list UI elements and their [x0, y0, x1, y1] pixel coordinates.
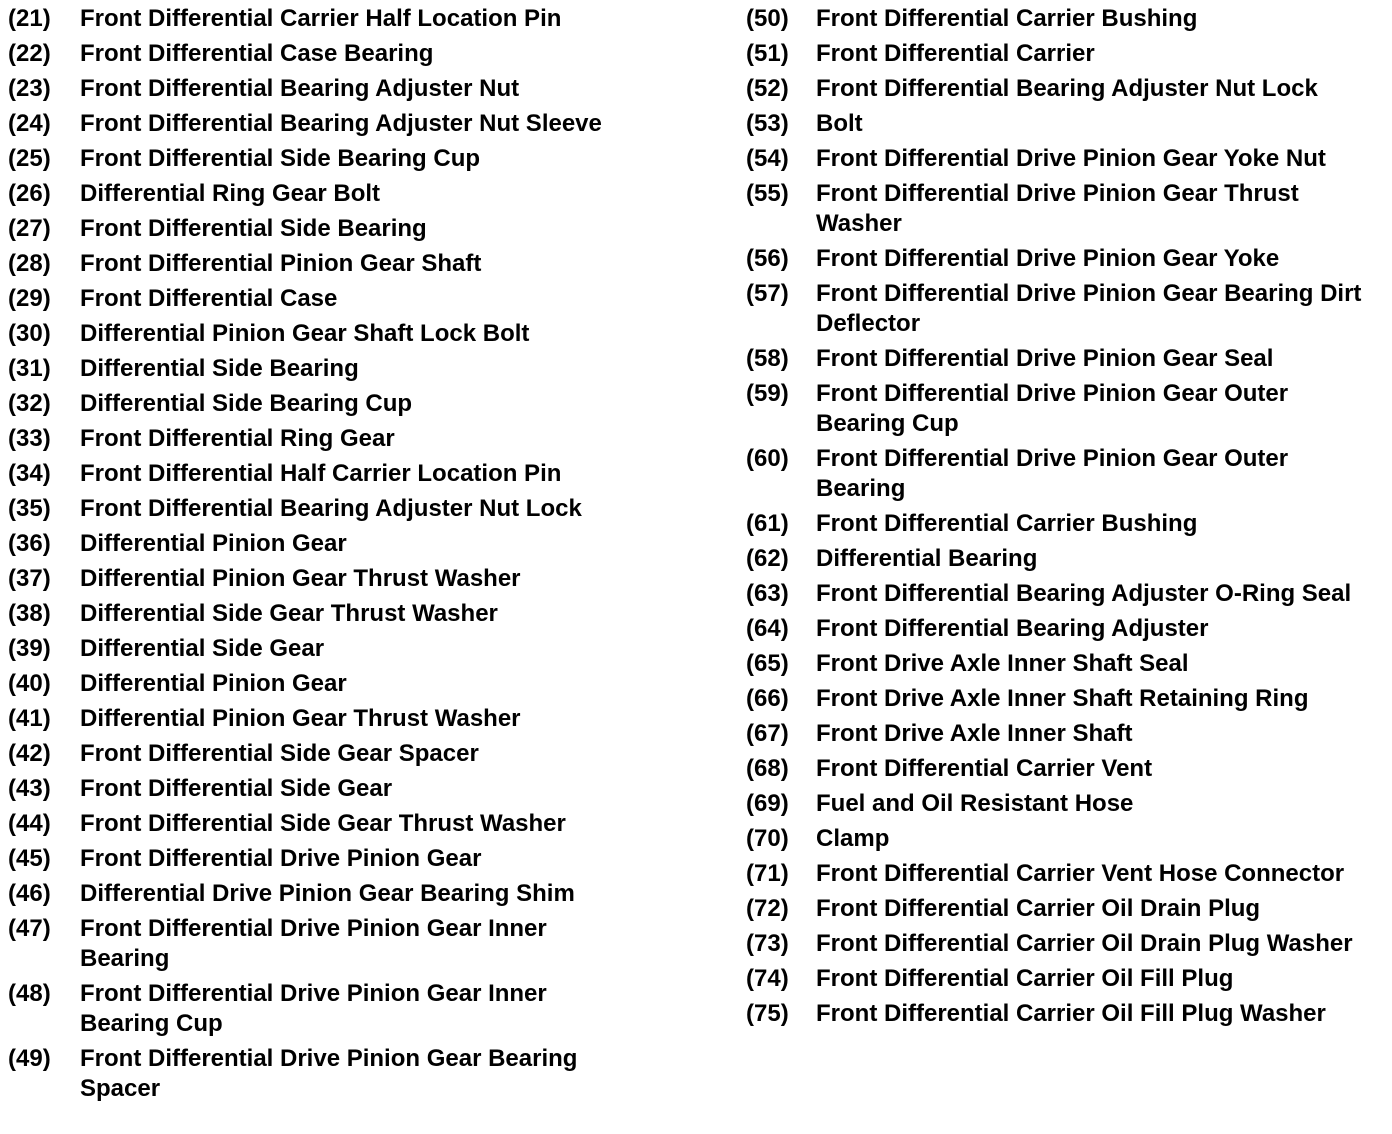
item-number: (66): [746, 685, 789, 712]
parts-list-item: [8, 914, 668, 974]
item-description: Front Differential Drive Pinion Gear Yoke: [816, 245, 1280, 272]
item-number: (26): [8, 180, 51, 207]
item-number: (31): [8, 355, 51, 382]
item-description: Front Differential Bearing Adjuster Nut Sleeve: [80, 110, 602, 137]
parts-list-item: [746, 109, 1386, 139]
item-description: Differential Pinion Gear Thrust Washer: [80, 565, 521, 592]
item-number: (60): [746, 445, 789, 472]
parts-list-item: [746, 74, 1386, 104]
item-description: Front Differential Carrier Oil Drain Plug Washer: [816, 930, 1353, 957]
parts-list-item: [746, 344, 1386, 374]
parts-list-item: [8, 704, 668, 734]
item-description: Front Differential Drive Pinion Gear Seal: [816, 345, 1274, 372]
parts-list-item: [8, 599, 668, 629]
item-description: Front Differential Half Carrier Location Pin: [80, 460, 562, 487]
parts-list-item: [746, 509, 1386, 539]
item-number: (49): [8, 1045, 51, 1072]
item-description: Front Drive Axle Inner Shaft Seal: [816, 650, 1189, 677]
item-number: (50): [746, 5, 789, 32]
item-number: (38): [8, 600, 51, 627]
parts-list-item: [8, 494, 668, 524]
item-number: (55): [746, 180, 789, 207]
parts-list-item: [8, 284, 668, 314]
item-description: Front Drive Axle Inner Shaft: [816, 720, 1133, 747]
item-description: Front Differential Drive Pinion Gear Bearing Dirt Deflector: [816, 280, 1362, 337]
item-number: (70): [746, 825, 789, 852]
item-number: (25): [8, 145, 51, 172]
item-description: Front Differential Carrier Half Location Pin: [80, 5, 562, 32]
item-description: Front Drive Axle Inner Shaft Retaining Ring: [816, 685, 1309, 712]
item-number: (33): [8, 425, 51, 452]
parts-list-item: [8, 39, 668, 69]
item-number: (30): [8, 320, 51, 347]
parts-list-item: [8, 389, 668, 419]
item-description: Front Differential Bearing Adjuster O-Ring Seal: [816, 580, 1352, 607]
parts-list-item: [746, 964, 1386, 994]
parts-list-item: [8, 1044, 668, 1104]
parts-list-item: [8, 144, 668, 174]
parts-list-item: [8, 739, 668, 769]
parts-list-item: [8, 564, 668, 594]
item-number: (21): [8, 5, 51, 32]
parts-list-item: [746, 894, 1386, 924]
parts-list-item: [746, 754, 1386, 784]
parts-list-item: [8, 4, 668, 34]
item-number: (51): [746, 40, 789, 67]
item-number: (28): [8, 250, 51, 277]
parts-list-item: [746, 444, 1386, 504]
item-number: (65): [746, 650, 789, 677]
item-number: (52): [746, 75, 789, 102]
item-number: (59): [746, 380, 789, 407]
parts-list-item: [8, 179, 668, 209]
parts-list-item: [746, 4, 1386, 34]
parts-list-item: [746, 824, 1386, 854]
item-description: Differential Side Gear: [80, 635, 325, 662]
item-description: Front Differential Side Gear: [80, 775, 393, 802]
parts-list-item: [746, 279, 1386, 339]
parts-list-item: [8, 529, 668, 559]
item-description: Differential Ring Gear Bolt: [80, 180, 381, 207]
item-description: Front Differential Carrier Oil Drain Plug: [816, 895, 1261, 922]
item-description: Front Differential Carrier Oil Fill Plug Washer: [816, 1000, 1326, 1027]
item-number: (39): [8, 635, 51, 662]
parts-list-item: [8, 214, 668, 244]
item-number: (75): [746, 1000, 789, 1027]
item-description: Front Differential Carrier Bushing: [816, 510, 1198, 537]
item-description: Front Differential Bearing Adjuster Nut Lock: [80, 495, 582, 522]
item-number: (61): [746, 510, 789, 537]
item-number: (36): [8, 530, 51, 557]
item-description: Front Differential Carrier: [816, 40, 1095, 67]
parts-list-item: [8, 109, 668, 139]
item-number: (27): [8, 215, 51, 242]
parts-list-item: [8, 669, 668, 699]
item-description: Differential Pinion Gear: [80, 530, 347, 557]
item-description: Clamp: [816, 825, 890, 852]
item-description: Front Differential Carrier Vent Hose Connector: [816, 860, 1345, 887]
item-number: (67): [746, 720, 789, 747]
parts-list-item: [8, 74, 668, 104]
item-number: (57): [746, 280, 789, 307]
item-number: (22): [8, 40, 51, 67]
item-number: (24): [8, 110, 51, 137]
item-description: Front Differential Ring Gear: [80, 425, 395, 452]
item-description: Differential Drive Pinion Gear Bearing Shim: [80, 880, 575, 907]
item-description: Differential Pinion Gear Shaft Lock Bolt: [80, 320, 530, 347]
item-number: (23): [8, 75, 51, 102]
item-description: Front Differential Drive Pinion Gear Outer Bearing: [816, 445, 1289, 502]
item-description: Front Differential Bearing Adjuster Nut: [80, 75, 520, 102]
parts-list-item: [8, 879, 668, 909]
item-description: Front Differential Pinion Gear Shaft: [80, 250, 482, 277]
item-number: (71): [746, 860, 789, 887]
item-number: (73): [746, 930, 789, 957]
item-description: Front Differential Carrier Oil Fill Plug: [816, 965, 1234, 992]
item-description: Differential Bearing: [816, 545, 1038, 572]
item-number: (37): [8, 565, 51, 592]
item-number: (48): [8, 980, 51, 1007]
item-description: Front Differential Bearing Adjuster: [816, 615, 1209, 642]
parts-list-item: [746, 39, 1386, 69]
parts-list-item: [8, 844, 668, 874]
item-number: (63): [746, 580, 789, 607]
item-number: (44): [8, 810, 51, 837]
item-number: (68): [746, 755, 789, 782]
item-number: (40): [8, 670, 51, 697]
parts-list-item: [8, 319, 668, 349]
item-number: (62): [746, 545, 789, 572]
item-description: Front Differential Drive Pinion Gear Thrust Washer: [816, 180, 1299, 237]
item-number: (35): [8, 495, 51, 522]
item-number: (58): [746, 345, 789, 372]
parts-list-item: [746, 544, 1386, 574]
item-description: Front Differential Carrier Vent: [816, 755, 1153, 782]
item-description: Front Differential Case Bearing: [80, 40, 434, 67]
parts-list-item: [8, 424, 668, 454]
parts-list-item: [746, 379, 1386, 439]
parts-list-item: [746, 719, 1386, 749]
item-description: Front Differential Side Gear Spacer: [80, 740, 479, 767]
parts-list-item: [8, 249, 668, 279]
item-description: Front Differential Side Bearing Cup: [80, 145, 481, 172]
item-number: (74): [746, 965, 789, 992]
parts-list-item: [8, 459, 668, 489]
item-description: Front Differential Drive Pinion Gear Inner Bearing Cup: [80, 980, 547, 1037]
item-description: Differential Pinion Gear Thrust Washer: [80, 705, 521, 732]
item-number: (45): [8, 845, 51, 872]
item-description: Differential Side Bearing Cup: [80, 390, 413, 417]
item-description: Front Differential Drive Pinion Gear: [80, 845, 482, 872]
item-description: Front Differential Carrier Bushing: [816, 5, 1198, 32]
item-number: (72): [746, 895, 789, 922]
item-number: (53): [746, 110, 789, 137]
parts-list-item: [746, 859, 1386, 889]
item-number: (32): [8, 390, 51, 417]
item-description: Fuel and Oil Resistant Hose: [816, 790, 1134, 817]
parts-list-left: [8, 4, 668, 1109]
item-number: (41): [8, 705, 51, 732]
parts-list-item: [8, 979, 668, 1039]
item-number: (34): [8, 460, 51, 487]
item-description: Differential Pinion Gear: [80, 670, 347, 697]
parts-list-item: [8, 774, 668, 804]
item-number: (29): [8, 285, 51, 312]
item-number: (56): [746, 245, 789, 272]
item-number: (54): [746, 145, 789, 172]
parts-list-item: [746, 929, 1386, 959]
parts-list-item: [746, 649, 1386, 679]
parts-list-item: [746, 684, 1386, 714]
item-number: (69): [746, 790, 789, 817]
parts-list-item: [746, 999, 1386, 1029]
item-description: Front Differential Side Gear Thrust Washer: [80, 810, 566, 837]
item-number: (43): [8, 775, 51, 802]
parts-list-item: [8, 634, 668, 664]
parts-list-item: [746, 789, 1386, 819]
item-description: Front Differential Drive Pinion Gear Outer Bearing Cup: [816, 380, 1289, 437]
parts-list-item: [8, 354, 668, 384]
parts-list-item: [746, 579, 1386, 609]
item-description: Front Differential Drive Pinion Gear Inner Bearing: [80, 915, 547, 972]
parts-list-item: [746, 144, 1386, 174]
item-description: Front Differential Drive Pinion Gear Yoke Nut: [816, 145, 1326, 172]
item-number: (64): [746, 615, 789, 642]
item-description: Bolt: [816, 110, 863, 137]
item-number: (46): [8, 880, 51, 907]
item-description: Front Differential Side Bearing: [80, 215, 427, 242]
item-description: Front Differential Case: [80, 285, 338, 312]
item-description: Front Differential Drive Pinion Gear Bearing Spacer: [80, 1045, 578, 1102]
parts-list-item: [746, 614, 1386, 644]
item-description: Differential Side Bearing: [80, 355, 359, 382]
item-number: (42): [8, 740, 51, 767]
parts-list-item: [8, 809, 668, 839]
parts-list-right: [746, 4, 1386, 1034]
item-number: (47): [8, 915, 51, 942]
item-description: Differential Side Gear Thrust Washer: [80, 600, 498, 627]
item-description: Front Differential Bearing Adjuster Nut Lock: [816, 75, 1318, 102]
parts-list-item: [746, 244, 1386, 274]
parts-list-item: [746, 179, 1386, 239]
